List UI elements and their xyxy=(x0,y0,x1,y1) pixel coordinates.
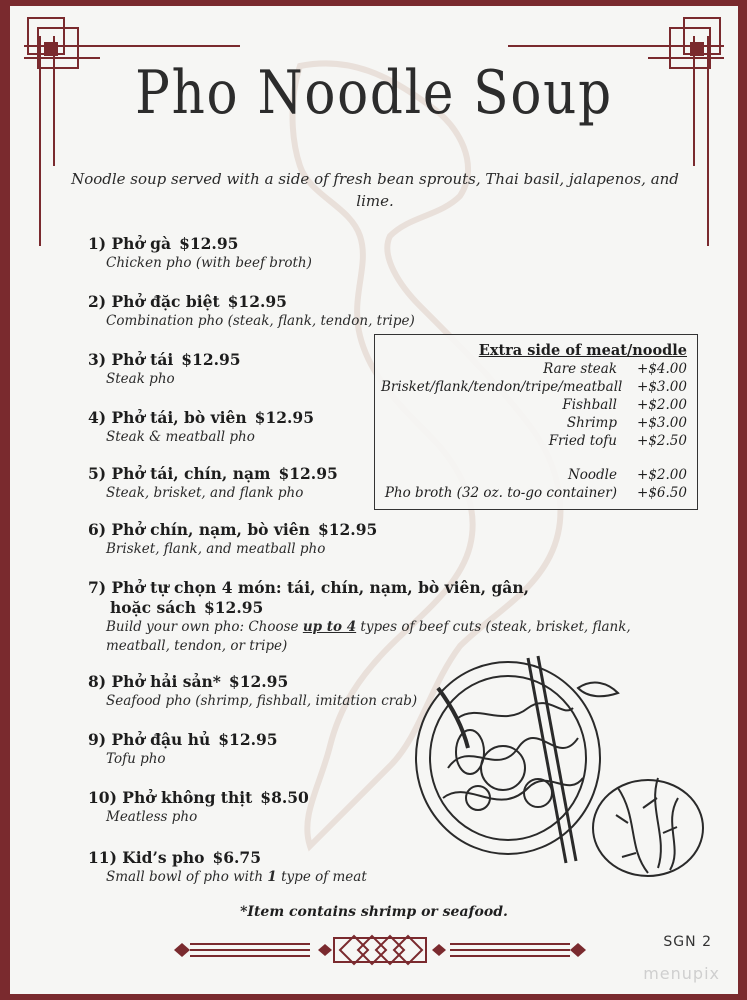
menu-item: 5) Phở tái, chín, nạm $12.95 Steak, brisket, and flank pho xyxy=(88,464,338,501)
extras-row: Shrimp +$3.00 xyxy=(566,415,687,431)
extras-row: Noodle +$2.00 xyxy=(567,467,687,483)
top-left-corner-ornament xyxy=(10,6,250,256)
menu-item: 1) Phở gà $12.95 Chicken pho (with beef broth) xyxy=(88,234,312,271)
page-title: Pho Noodle Soup xyxy=(135,58,613,128)
extras-row: Fishball +$2.00 xyxy=(562,397,687,413)
pho-bowl-illustration xyxy=(408,648,708,908)
menu-item: 4) Phở tái, bò viên $12.95 Steak & meatball pho xyxy=(88,408,314,445)
menu-item: 11) Kid’s pho $6.75 Small bowl of pho with 1 type of meat xyxy=(88,848,367,885)
extras-row: Fried tofu +$2.50 xyxy=(548,433,687,449)
menu-item: 8) Phở hải sản* $12.95 Seafood pho (shrimp, fishball, imitation crab) xyxy=(88,672,418,709)
page-code: SGN 2 xyxy=(663,934,712,950)
menu-item: 9) Phở đậu hủ $12.95 Tofu pho xyxy=(88,730,278,767)
seafood-footnote: *Item contains shrimp or seafood. xyxy=(240,904,508,920)
menu-page xyxy=(10,6,738,994)
menu-item: 6) Phở chín, nạm, bò viên $12.95 Brisket, flank, and meatball pho xyxy=(88,520,378,557)
menu-item: 10) Phở không thịt $8.50 Meatless pho xyxy=(88,788,309,825)
menu-item: 2) Phở đặc biệt $12.95 Combination pho (steak, flank, tendon, tripe) xyxy=(88,292,415,329)
extras-row: Brisket/flank/tendon/tripe/meatball +$3.00 xyxy=(381,379,687,395)
menu-item: 7) Phở tự chọn 4 món: tái, chín, nạm, bò viên, gân, hoặc sách $12.95 Build your own pho: Choose up to 4 types of beef cuts (steak, brisket, flank, meatball, tendon, or tripe) xyxy=(88,578,631,654)
extras-row: Rare steak +$4.00 xyxy=(543,361,687,377)
site-watermark: menupix xyxy=(643,964,720,983)
extras-box xyxy=(374,334,698,510)
subtitle: Noodle soup served with a side of fresh bean sprouts, Thai basil, jalapenos, and lime. xyxy=(71,170,679,210)
bottom-ornament xyxy=(170,930,590,970)
extras-row: Pho broth (32 oz. to-go container) +$6.50 xyxy=(384,485,687,501)
top-right-corner-ornament xyxy=(498,6,738,256)
menu-item: 3) Phở tái $12.95 Steak pho xyxy=(88,350,241,387)
extras-heading: Extra side of meat/noodle xyxy=(478,342,687,359)
